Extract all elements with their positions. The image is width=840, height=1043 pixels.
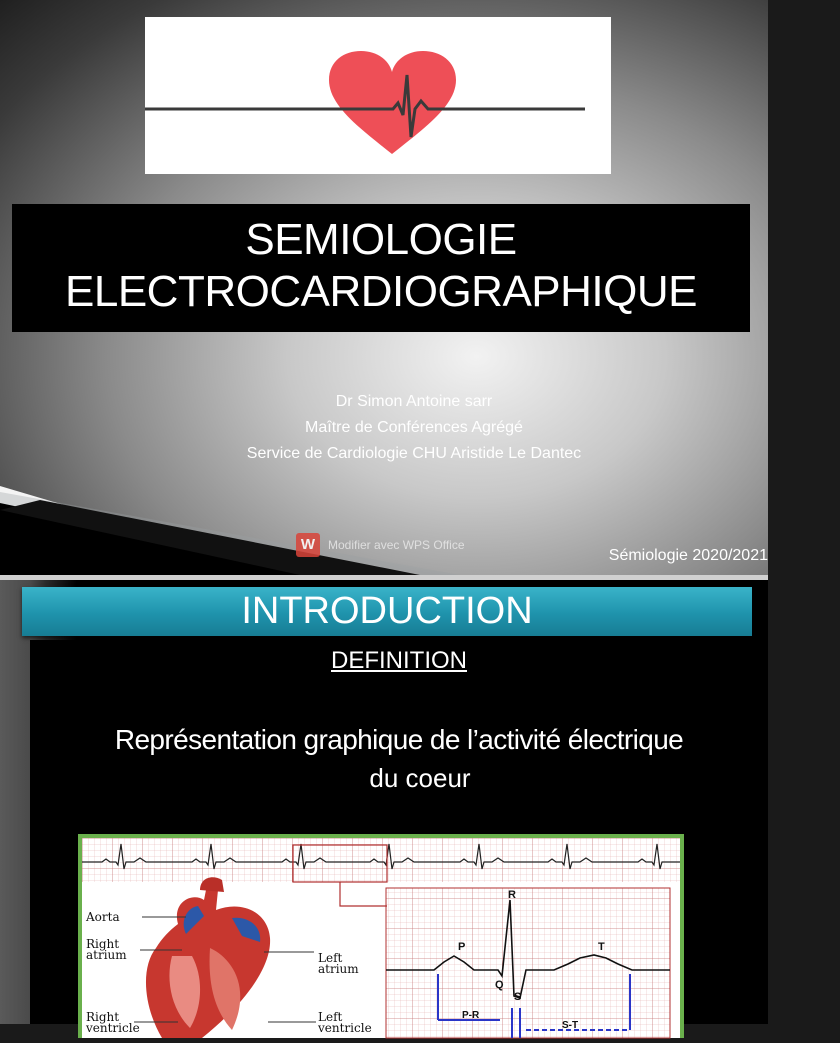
label-left-atrium-2: atrium [318,962,359,976]
heart-icon [145,17,611,174]
heart-anatomy-icon [146,877,270,1038]
label-left-ventricle-2: ventricle [318,1021,372,1035]
author-service: Service de Cardiologie CHU Aristide Le Dantec [246,445,582,462]
definition-text-line-2: du coeur [369,763,471,793]
label-right-atrium-1: Right [86,937,120,951]
author-name: Dr Simon Antoine sarr [335,393,493,410]
course-footer: Sémiologie 2020/2021 [608,547,768,564]
wave-label-t: T [598,941,605,953]
interval-label-pr: P-R [462,1010,480,1021]
wave-label-s: S [514,991,522,1003]
label-right-ventricle-2: ventricle [86,1021,140,1035]
wps-watermark-text: Modifier avec WPS Office [328,538,465,552]
definition-heading: DEFINITION [331,647,467,674]
wave-label-p: P [458,941,466,953]
definition-text-line-1: Représentation graphique de l’activité électrique [114,724,684,755]
label-aorta: Aorta [86,910,120,924]
wave-label-q: Q [495,979,504,991]
heart-ecg-logo [145,17,611,174]
enlarged-ecg-grid [386,888,670,1038]
ecg-illustration [78,834,684,1038]
label-right-atrium-2: atrium [86,948,127,962]
wps-logo-icon: W [296,533,320,557]
author-role: Maître de Conférences Agrégé [305,419,523,436]
title-line-1: SEMIOLOGIE [245,215,517,264]
wps-watermark [296,532,465,558]
author-block [0,389,828,467]
label-right-ventricle-1: Right [86,1010,120,1024]
ecg-diagram [82,838,680,1038]
slide-heading: INTRODUCTION [22,587,752,636]
label-left-atrium-1: Left [318,951,343,965]
title-line-2: ELECTROCARDIOGRAPHIQUE [65,267,697,316]
label-left-ventricle-1: Left [318,1010,343,1024]
presentation-title [12,204,750,332]
interval-label-st: S-T [562,1020,579,1031]
wave-label-r: R [508,889,516,901]
introduction-slide [0,580,768,1035]
